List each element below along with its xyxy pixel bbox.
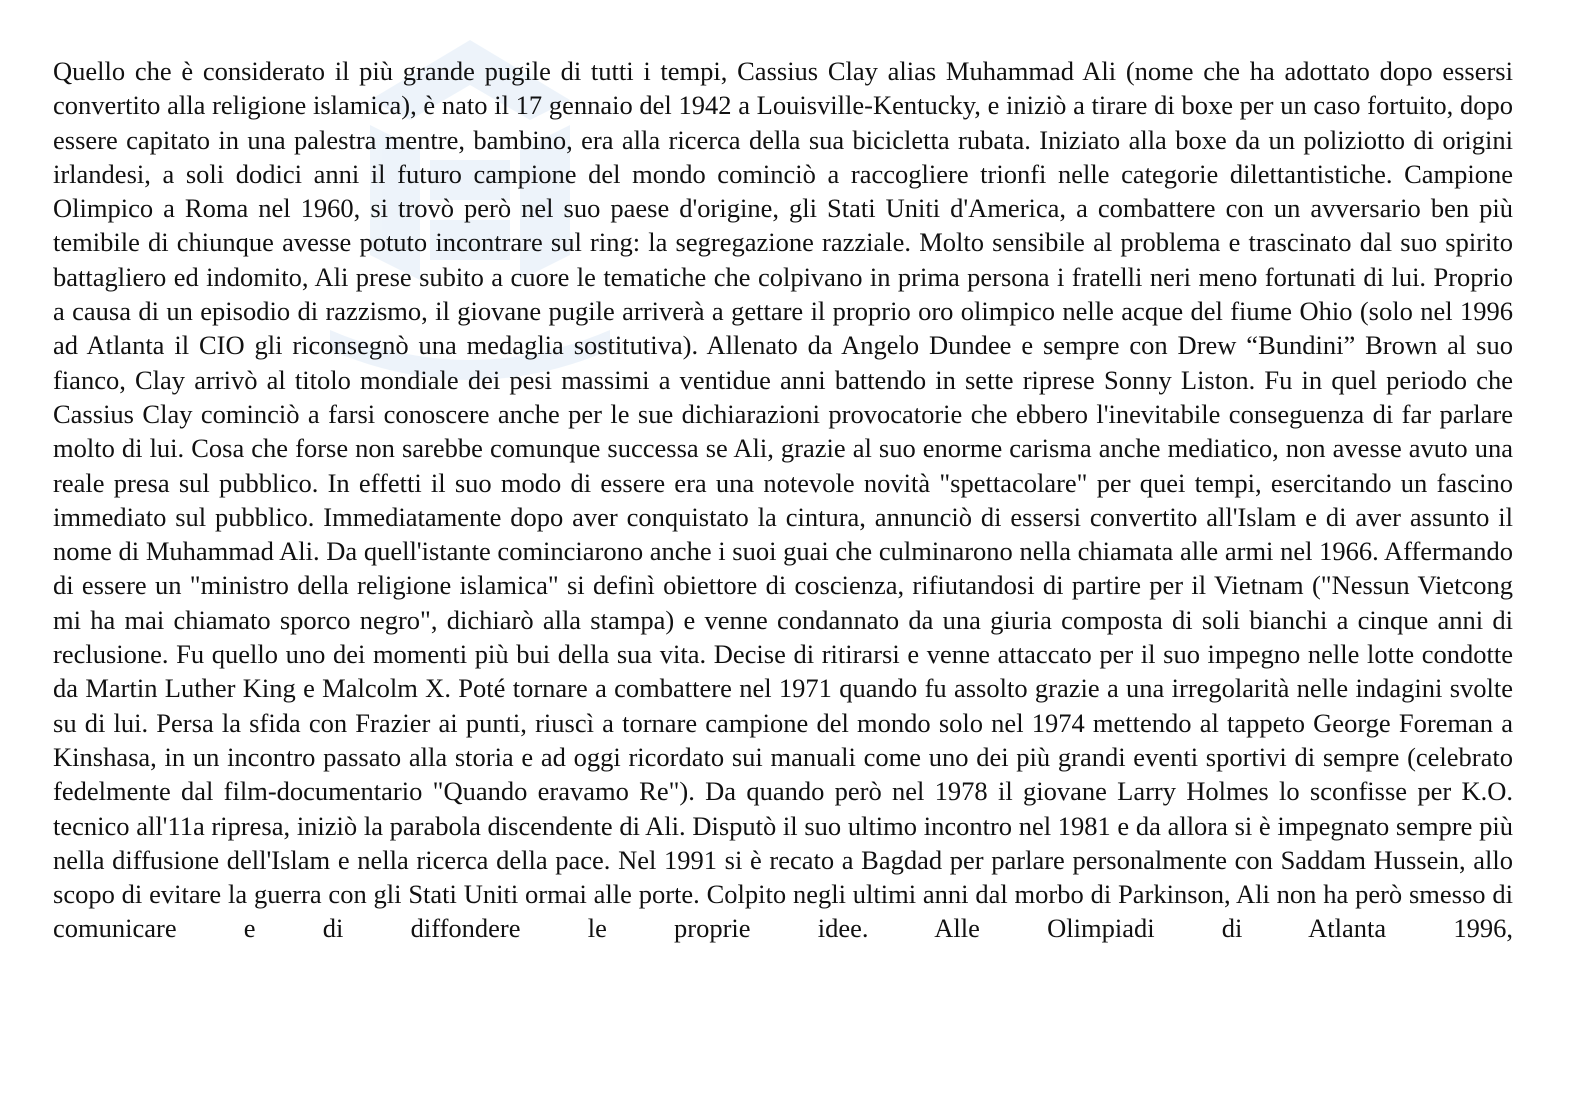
body-paragraph: Quello che è considerato il più grande pugile di tutti i tempi, Cassius Clay alias Muhammad Ali (nome che ha adottato dopo essersi convertito alla religione islamica), è nato il 17 gennaio del 1942 a Louisville-Kentucky, e iniziò a tirare di boxe per un caso fortuito, dopo essere capitato in una palestra mentre, bambino, era alla ricerca della sua bicicletta rubata. Iniziato alla boxe da un poliziotto di origini irlandesi, a soli dodici anni il futuro campione del mondo cominciò a raccogliere trionfi nelle categorie dilettantistiche. Campione Olimpico a Roma nel 1960, si trovò però nel suo paese d'origine, gli Stati Uniti d'America, a combattere con un avversario ben più temibile di chiunque avesse potuto incontrare sul ring: la segregazione razziale. Molto sensibile al problema e trascinato dal suo spirito battagliero ed indomito, Ali prese subito a cuore le tematiche che colpivano in prima persona i fratelli neri meno fortunati di lui. Proprio a causa di un episodio di razzismo, il giovane pugile arriverà a gettare il proprio oro olimpico nelle acque del fiume Ohio (solo nel 1996 ad Atlanta il CIO gli riconsegnò una medaglia sostitutiva). Allenato da Angelo Dundee e sempre con Drew “Bundini” Brown al suo fianco, Clay arrivò al titolo mondiale dei pesi massimi a ventidue anni battendo in sette riprese Sonny Liston. Fu in quel periodo che Cassius Clay cominciò a farsi conoscere anche per le sue dichiarazioni provocatorie che ebbero l'inevitabile conseguenza di far parlare molto di lui. Cosa che forse non sarebbe comunque successa se Ali, grazie al suo enorme carisma anche mediatico, non avesse avuto una reale presa sul pubblico. In effetti il suo modo di essere era una notevole novità "spettacolare" per quei tempi, esercitando un fascino immediato sul pubblico. Immediatamente dopo aver conquistato la cintura, annunciò di essersi convertito all'Islam e di aver assunto il nome di Muhammad Ali. Da quell'istante cominciarono anche i suoi guai che culminarono nella chiamata alle armi nel 1966. Affermando di essere un "ministro della religione islamica" si definì obiettore di coscienza, rifiutandosi di partire per il Vietnam ("Nessun Vietcong mi ha mai chiamato sporco negro", dichiarò alla stampa) e venne condannato da una giuria composta di soli bianchi a cinque anni di reclusione. Fu quello uno dei momenti più bui della sua vita. Decise di ritirarsi e venne attaccato per il suo impegno nelle lotte condotte da Martin Luther King e Malcolm X. Poté tornare a combattere nel 1971 quando fu assolto grazie a una irregolarità nelle indagini svolte su di lui. Persa la sfida con Frazier ai punti, riuscì a tornare campione del mondo solo nel 1974 mettendo al tappeto George Foreman a Kinshasa, in un incontro passato alla storia e ad oggi ricordato sui manuali come uno dei più grandi eventi sportivi di sempre (celebrato fedelmente dal film-documentario "Quando eravamo Re"). Da quando però nel 1978 il giovane Larry Holmes lo sconfisse per K.O. tecnico all'11a ripresa, iniziò la parabola discendente di Ali. Disputò il suo ultimo incontro nel 1981 e da allora si è impegnato sempre più nella diffusione dell'Islam e nella ricerca della pace. Nel 1991 si è recato a Bagdad per parlare personalmente con Saddam Hussein, allo scopo di evitare la guerra con gli Stati Uniti ormai alle porte. Colpito negli ultimi anni dal morbo di Parkinson, Ali non ha però smesso di comunicare e di diffondere le proprie idee. Alle Olimpiadi di Atlanta 1996, bbox=[53, 56, 1513, 944]
